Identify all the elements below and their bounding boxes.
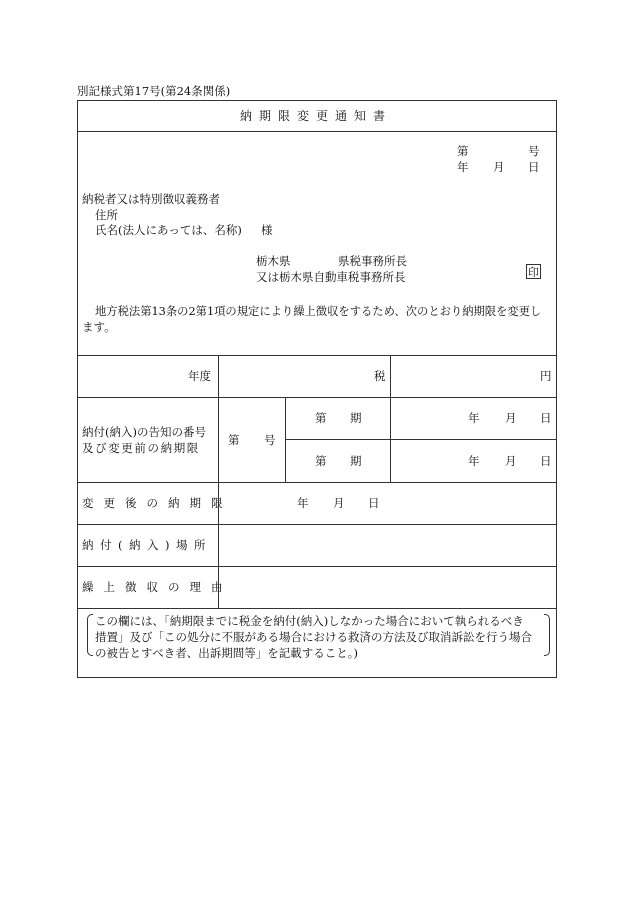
notice-label-line1: 納付(納入)の告知の番号 — [82, 425, 206, 439]
payment-place-label: 納付(納入)場所 — [82, 538, 212, 552]
yen-label: 円 — [540, 369, 552, 383]
note-line1: この欄には、「納期限までに税金を納付(納入)しなかった場合において執られるべき — [95, 614, 524, 628]
seal-mark: 印 — [528, 266, 539, 279]
header-day: 日 — [528, 160, 540, 174]
note-line3: の被告とすべき者、出訴期間等」を記載すること。) — [95, 646, 359, 660]
new-deadline-label: 変更後の納期限 — [82, 496, 233, 510]
form-reference: 別記様式第17号(第24条関係) — [77, 84, 231, 98]
header-year: 年 — [457, 160, 469, 174]
title-divider — [77, 131, 557, 132]
notice-label-line2: 及び変更前の納期限 — [82, 441, 200, 455]
period2-month: 月 — [505, 454, 517, 468]
header-dai: 第 — [457, 144, 469, 158]
name-label: 氏名(法人にあっては、名称) — [95, 223, 242, 237]
new-deadline-day: 日 — [368, 496, 380, 510]
notice-dai: 第 — [228, 433, 240, 447]
period1-month: 月 — [505, 411, 517, 425]
period2-year: 年 — [468, 454, 480, 468]
sama-label: 様 — [261, 223, 273, 237]
notice-go: 号 — [264, 433, 276, 447]
new-deadline-month: 月 — [333, 496, 345, 510]
period1-day: 日 — [540, 411, 552, 425]
label-column-rule — [218, 355, 219, 608]
addressee-role: 納税者又は特別徴収義務者 — [82, 192, 220, 206]
note-line2: 措置」及び「この処分に不服がある場合における救済の方法及び取消訴訟を行う場合 — [95, 630, 532, 644]
table-top-rule — [77, 355, 557, 356]
period1-ki: 期 — [350, 411, 362, 425]
issuer-office: 県税事務所長 — [338, 254, 407, 268]
reason-label: 繰上徴収の理由 — [82, 580, 233, 594]
period-column-rule — [390, 397, 391, 482]
note-bracket-left — [87, 614, 93, 656]
header-go: 号 — [528, 144, 540, 158]
period2-ki: 期 — [350, 454, 362, 468]
nendo-label: 年度 — [188, 369, 211, 383]
row-rule-5 — [77, 608, 557, 609]
issuer-alt-office: 又は栃木県自動車税事務所長 — [256, 270, 406, 284]
body-text-line2: ます。 — [82, 320, 116, 334]
note-bracket-right — [544, 614, 550, 656]
row-rule-2 — [77, 482, 557, 483]
row-rule-3 — [77, 524, 557, 525]
tax-column-rule — [390, 355, 391, 397]
period2-day: 日 — [540, 454, 552, 468]
body-text-line1: 地方税法第13条の2第1項の規定により繰上徴収をするため、次のとおり納期限を変更し — [95, 305, 542, 318]
row-rule-inner — [285, 439, 557, 440]
new-deadline-year: 年 — [297, 496, 309, 510]
address-label: 住所 — [95, 208, 118, 222]
header-month: 月 — [493, 160, 505, 174]
number-column-rule — [285, 397, 286, 482]
period2-dai: 第 — [315, 454, 327, 468]
zei-label: 税 — [374, 369, 386, 383]
period1-year: 年 — [468, 411, 480, 425]
form-title: 納期限変更通知書 — [240, 109, 393, 123]
row-rule-4 — [77, 566, 557, 567]
row-rule-1 — [77, 397, 557, 398]
period1-dai: 第 — [315, 411, 327, 425]
issuer-pref: 栃木県 — [256, 254, 291, 268]
